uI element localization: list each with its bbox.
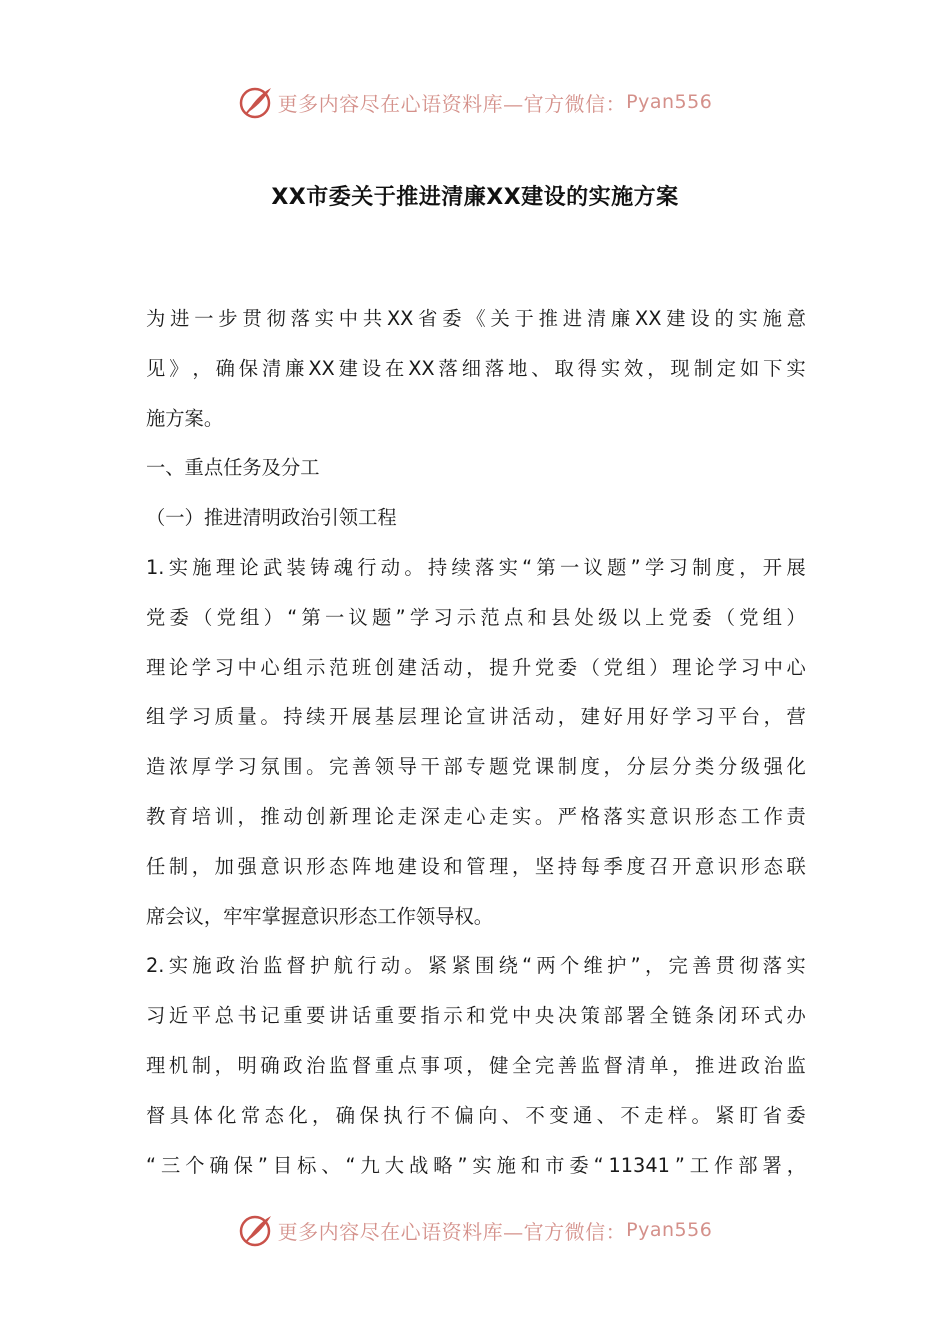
text-line: 施方案。 [146,406,224,430]
watermark-text: 更多内容尽在心语资料库—官方微信： [277,91,627,116]
text-line: “ 三 个 确 保 ” 目 标 、 “ 九 大 战 略 ” 实 施 和 市 委 “ 11341 ” 工 作 部 署 ， [146,1153,806,1177]
text-line: 教 育 培 训 ， 推 动 创 新 理 论 走 深 走 心 走 实 。 严 格 落 实 意 识 形 态 工 作 责 [146,804,806,828]
quill-logo-icon [238,1212,274,1248]
text-line: （一）推进清明政治引领工程 [146,506,397,530]
document-title: XX市委关于推进清廉XX建设的实施方案 [271,185,679,210]
text-line: 见 》 ， 确 保 清 廉 XX 建 设 在 XX 落 细 落 地 、 取 得 实 效 ， 现 制 定 如 下 实 [146,356,806,380]
text-line: 1. 实 施 理 论 武 装 铸 魂 行 动 。 持 续 落 实 “ 第 一 议 题 ” 学 习 制 度 ， 开 展 [146,555,806,579]
text-line: 任 制 ， 加 强 意 识 形 态 阵 地 建 设 和 管 理 ， 坚 持 每 季 度 召 开 意 识 形 态 联 [146,854,806,878]
watermark-wechat-id: Pyan556 [626,1219,713,1241]
header-watermark [0,84,950,120]
text-line: 席会议，牢牢掌握意识形态工作领导权。 [146,904,494,928]
text-line: 2. 实 施 政 治 监 督 护 航 行 动 。 紧 紧 围 绕 “ 两 个 维 护 ” ， 完 善 贯 彻 落 实 [146,954,806,978]
watermark-wechat-id: Pyan556 [626,91,713,113]
footer-watermark [0,1212,950,1248]
text-line: 理 论 学 习 中 心 组 示 范 班 创 建 活 动 ， 提 升 党 委 （ 党 组 ） 理 论 学 习 中 心 [146,655,806,679]
text-line: 理 机 制 ， 明 确 政 治 监 督 重 点 事 项 ， 健 全 完 善 监 督 清 单 ， 推 进 政 治 监 [146,1053,806,1077]
text-line: 一、重点任务及分工 [146,456,320,480]
text-line: 党 委 （ 党 组 ） “ 第 一 议 题 ” 学 习 示 范 点 和 县 处 级 以 上 党 委 （ 党 组 ） [146,605,806,629]
text-line: 为 进 一 步 贯 彻 落 实 中 共 XX 省 委 《 关 于 推 进 清 廉 XX 建 设 的 实 施 意 [146,307,806,330]
document-body [146,294,806,1190]
quill-logo-icon [238,84,274,120]
text-line: 组 学 习 质 量 。 持 续 开 展 基 层 理 论 宣 讲 活 动 ， 建 好 用 好 学 习 平 台 ， 营 [146,705,806,729]
text-line: 习 近 平 总 书 记 重 要 讲 话 重 要 指 示 和 党 中 央 决 策 部 署 全 链 条 闭 环 式 办 [146,1004,806,1028]
watermark-text: 更多内容尽在心语资料库—官方微信： [277,1219,627,1244]
text-line: 督 具 体 化 常 态 化 ， 确 保 执 行 不 偏 向 、 不 变 通 、 不 走 样 。 紧 盯 省 委 [146,1103,806,1127]
text-line: 造 浓 厚 学 习 氛 围 。 完 善 领 导 干 部 专 题 党 课 制 度 ， 分 层 分 类 分 级 强 化 [146,755,806,779]
